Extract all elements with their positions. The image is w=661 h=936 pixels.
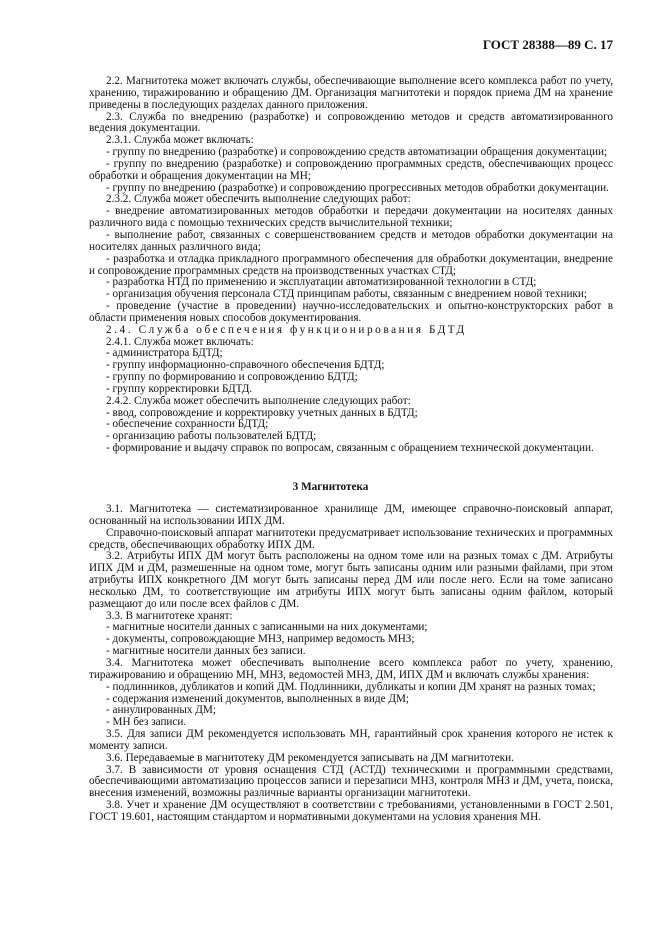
paragraph: 3.1. Магнитотека — систематизированное хранилище ДМ, имеющее справочно-поисковый аппарат, основанный на использовании ИПХ ДМ.: [89, 503, 613, 527]
list-item: - разработка и отладка прикладного программного обеспечения для обработки документации, внедрение и сопровождение программных средств на производственных участках СТД;: [89, 252, 613, 277]
list-item: - организацию работы пользователей БДТД;: [106, 430, 317, 443]
list-item: - выполнение работ, связанных с совершенствованием средств и методов обработки документации на носителях данных различного вида;: [89, 228, 613, 253]
paragraph: 3.2. Атрибуты ИПХ ДМ могут быть расположены на одном томе или на разных томах с ДМ. Атрибуты ИПХ ДМ и ДМ, размешенные на одном томе, могут быть записаны одним или разными файлами, при этом атрибуты ИПХ конкретного ДМ могут быть записаны перед ДМ или после него. Если на томе записано несколько ДМ, то соответствующие им атрибуты ИПХ могут быть записаны одним файлом, который размещают до или после всех файлов с ДМ.: [89, 550, 613, 610]
subsection-heading: 2.4. Служба обеспечения функционирования БДТД: [106, 323, 467, 336]
paragraph: 3.5. Для записи ДМ рекомендуется использовать МН, гарантийный срок хранения которого не истек к моменту записи.: [89, 728, 613, 752]
list-item: - группу информационно-справочного обеспечения БДТД;: [106, 359, 385, 372]
list-item: - группу по внедрению (разработке) и сопровождению программных средств, обеспечивающих процесс обработки и обращения документации на МН;: [89, 157, 613, 182]
paragraph: 3.4. Магнитотека может обеспечивать выполнение всего комплекса работ по учету, хранению, тиражированию и обращению МН, МНЗ, ведомостей МНЗ, ДМ, ИПХ ДМ и включать службы хранения:: [89, 656, 613, 681]
list-item: - содержания изменений документов, выполненных в виде ДМ;: [106, 692, 410, 705]
list-item: - разработка НТД по применению и эксплуатации автоматизированной технологии в СТД;: [106, 276, 537, 289]
paragraph: 2.3.2. Служба может обеспечить выполнение следующих работ:: [106, 193, 411, 206]
list-item: - администратора БДТД;: [106, 347, 223, 360]
list-item: - аннулированных ДМ;: [106, 704, 216, 717]
section-2: [89, 76, 613, 455]
paragraph: Справочно-поисковый аппарат магнитотеки предусматривает использование технических и программных средств, обеспечивающих обработку ИПХ ДМ.: [89, 526, 613, 551]
paragraph: 2.4.1. Служба может включать:: [106, 335, 254, 348]
list-item: - группу по внедрению (разработке) и сопровождению средств автоматизации обращения документации;: [106, 146, 608, 159]
section-3: [89, 504, 613, 824]
list-item: - проведение (участие в проведении) научно-исследовательских и опытно-конструкторских работ в области применения новых способов документирования.: [89, 300, 613, 324]
section-3-title: 3 Магнитотека: [292, 481, 369, 493]
paragraph: 3.3. В магнитотеке хранят:: [106, 609, 233, 622]
list-item: - МН без записи.: [106, 716, 187, 729]
paragraph: 2.3.1. Служба может включать:: [106, 134, 254, 147]
paragraph: 2.3. Служба по внедрению (разработке) и сопровождению методов и средств автоматизированного ведения документации.: [89, 110, 613, 135]
list-item: - внедрение автоматизированных методов обработки и передачи документации на носителях данных различного вида с помощью технических средств вычислительной техники;: [89, 205, 613, 230]
list-item: - магнитные носители данных с записанными на них документами;: [106, 621, 428, 634]
paragraph: 2.2. Магнитотека может включать службы, обеспечивающие выполнение всего комплекса работ по учету, хранению, тиражированию и обращению ДМ. Организация магнитотеки и порядок приема ДМ на хранение приведены в последующих разделах данного приложения.: [89, 75, 613, 111]
list-item: - формирование и выдачу справок по вопросам, связанным с обращением технической документации.: [106, 442, 594, 455]
list-item: - группу корректировки БДТД.: [106, 382, 253, 395]
list-item: - организация обучения персонала СТД принципам работы, связанным с внедрением новой техники;: [106, 288, 587, 301]
list-item: - документы, сопровождающие МНЗ, например ведомость МНЗ;: [106, 633, 415, 646]
page-header: ГОСТ 28388—89 С. 17: [482, 37, 613, 52]
list-item: - группу по формированию и сопровождению БДТД;: [106, 371, 358, 384]
paragraph: 3.7. В зависимости от уровня оснащения СТД (АСТД) техническими и программными средствами, обеспечивающими автоматизацию процессов записи и перезаписи МНЗ, контроля МНЗ и ДМ, учета, поиска, внесения изменений, возможны различные варианты организации магнитотеки.: [89, 763, 613, 800]
paragraph: 3.8. Учет и хранение ДМ осуществляют в соответствии с требованиями, установленными в ГОСТ 2.501, ГОСТ 19.601, настоящим стандартом и нормативными документами на условия хранения МН.: [89, 799, 613, 823]
list-item: - ввод, сопровождение и корректировку учетных данных в БДТД;: [106, 406, 418, 419]
paragraph: 2.4.2. Служба может обеспечить выполнение следующих работ:: [106, 394, 411, 407]
list-item: - подлинников, дубликатов и копий ДМ. Подлинники, дубликаты и копии ДМ хранят на разных томах;: [106, 680, 596, 693]
list-item: - группу по внедрению (разработке) и сопровождению прогрессивных методов обработки документации.: [106, 181, 609, 194]
paragraph: 3.6. Передаваемые в магнитотеку ДМ рекомендуется записывать на ДМ магнитотеки.: [106, 751, 514, 764]
list-item: - магнитные носители данных без записи.: [106, 645, 306, 658]
list-item: - обеспечение сохранности БДТД;: [106, 418, 269, 431]
